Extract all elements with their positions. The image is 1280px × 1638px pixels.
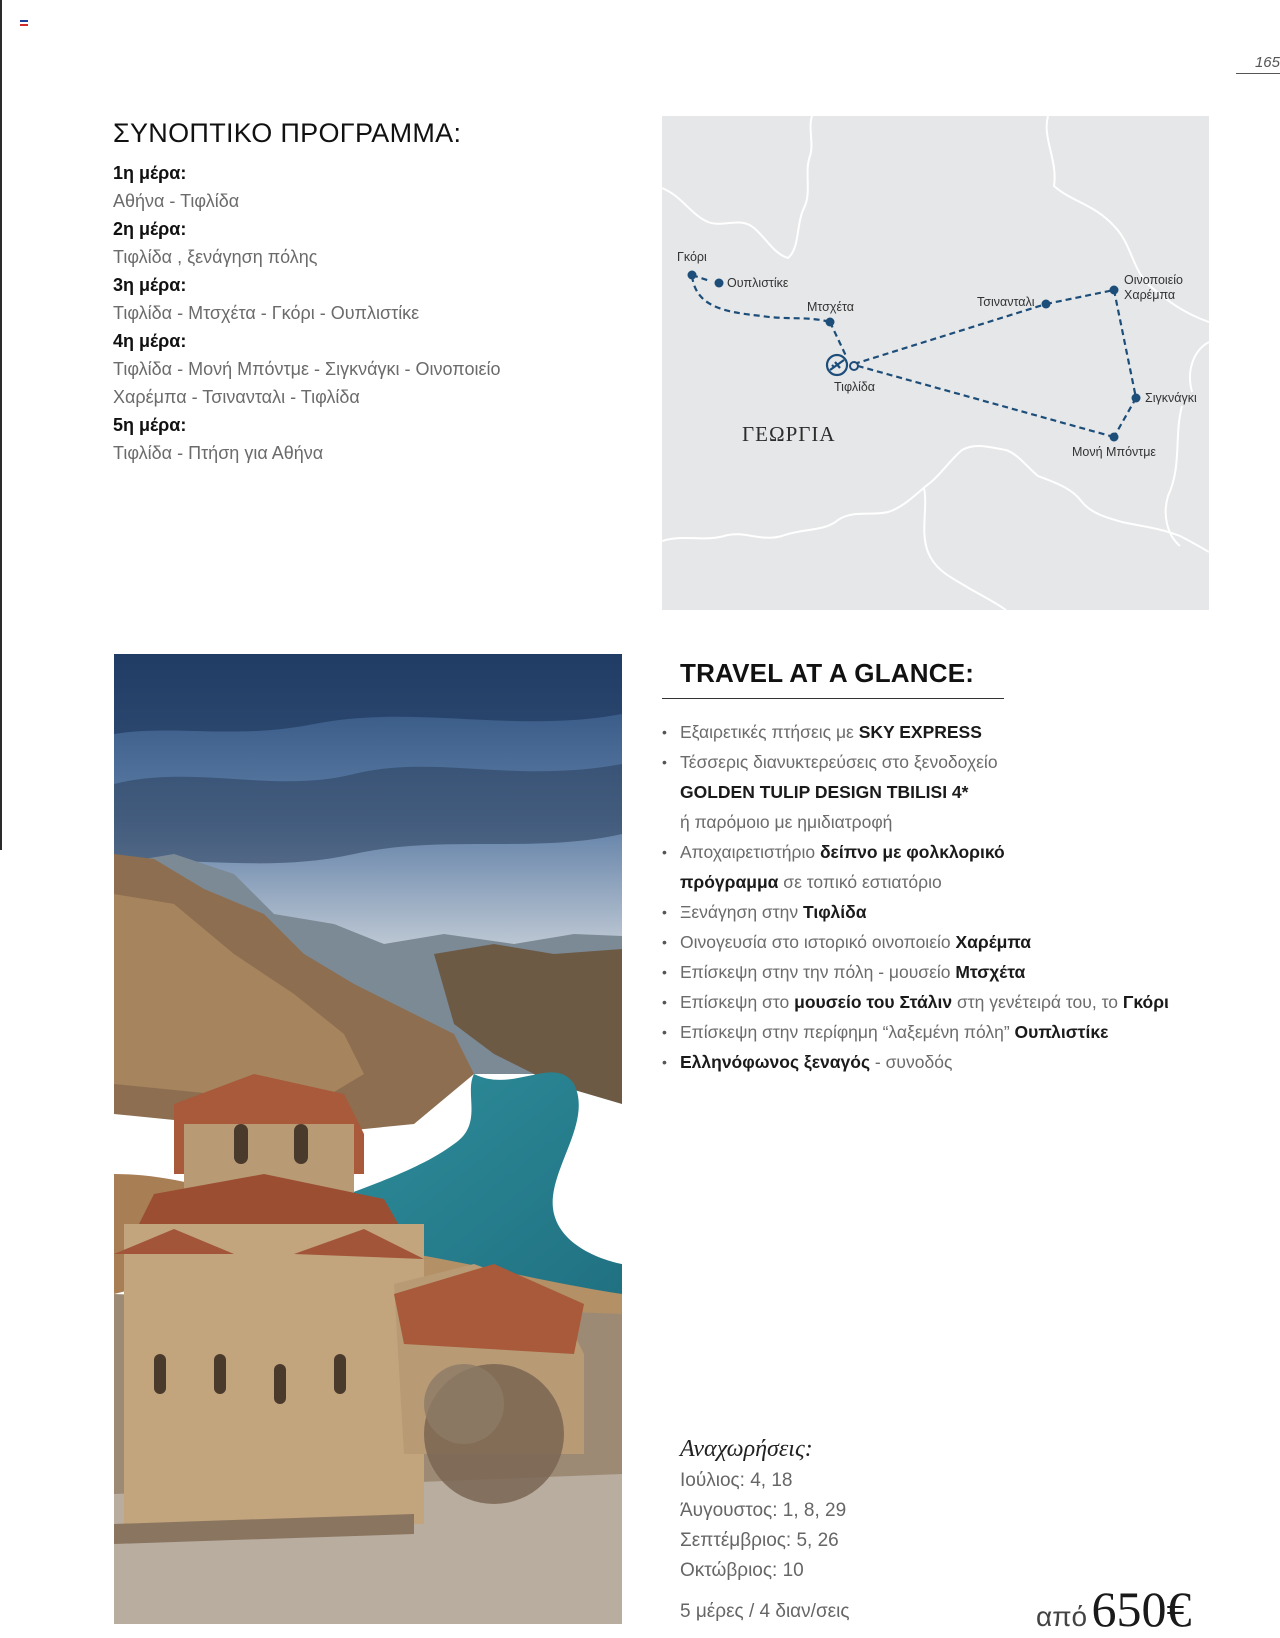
program-title: ΣΥΝΟΠΤΙΚΟ ΠΡΟΓΡΑΜΜΑ: xyxy=(113,118,462,148)
stop-tsinandali xyxy=(1042,300,1051,309)
monastery-photo xyxy=(114,654,622,1624)
day-text: Αθήνα - Τιφλίδα xyxy=(113,191,240,211)
glance-item-text: Οινογευσία στο ιστορικό οινοποιείο xyxy=(680,932,956,952)
glance-item xyxy=(662,777,1222,807)
departure-line: Σεπτέμβριος: 5, 26 xyxy=(680,1530,839,1551)
label-winery-1: Οινοποιείο xyxy=(1124,273,1184,287)
stop-uplistsikhe xyxy=(715,279,724,288)
departure-line: Ιούλιος: 4, 18 xyxy=(680,1470,793,1491)
label-mtskheta: Μτσχέτα xyxy=(807,300,855,314)
page-number-rule xyxy=(1236,73,1280,74)
price xyxy=(1036,1580,1192,1638)
stop-winery xyxy=(1110,286,1119,295)
glance-item xyxy=(662,1017,1222,1047)
glance-item-text: Επίσκεψη στην περίφημη “λαξεμένη πόλη” xyxy=(680,1022,1015,1042)
glance-item xyxy=(662,957,1222,987)
glance-item-text: Εξαιρετικές πτήσεις με xyxy=(680,722,859,742)
glance-item-text: Ξενάγηση στην xyxy=(680,902,803,922)
day-5 xyxy=(113,411,633,467)
day-label: 5η μέρα: xyxy=(113,415,187,435)
stop-gori xyxy=(688,271,697,280)
glance-item-highlight: GOLDEN TULIP DESIGN TBILISI 4* xyxy=(680,782,969,802)
price-prefix: από xyxy=(1036,1601,1088,1632)
day-text: Τιφλίδα - Μονή Μπόντμε - Σιγκνάγκι - Οινοποιείο xyxy=(113,359,501,379)
left-edge-rule xyxy=(0,0,2,850)
departure-line: Άυγουστος: 1, 8, 29 xyxy=(680,1500,847,1521)
day-label: 2η μέρα: xyxy=(113,219,187,239)
glance-item-highlight: Χαρέμπα xyxy=(955,932,1032,952)
price-amount: 650€ xyxy=(1091,1581,1192,1637)
photo-svg xyxy=(114,654,622,1624)
glance-title: TRAVEL AT A GLANCE: xyxy=(680,658,975,688)
glance-item-text: σε τοπικό εστιατόριο xyxy=(778,872,942,892)
glance-item-text: Επίσκεψη στην την πόλη - μουσείο xyxy=(680,962,956,982)
glance-item-highlight: Ουπλιστίκε xyxy=(1014,1022,1109,1042)
glance-item-text: Επίσκεψη στο xyxy=(680,992,795,1012)
flag-icon xyxy=(20,20,28,26)
route-map xyxy=(662,116,1209,610)
glance-item-highlight: Τιφλίδα xyxy=(802,902,867,922)
day-3 xyxy=(113,271,633,327)
label-tbilisi: Τιφλίδα xyxy=(834,380,876,394)
glance-item-text: ή παρόμοιο με ημιδιατροφή xyxy=(680,812,893,832)
page-number: 165 xyxy=(1254,54,1280,71)
glance-item-highlight: Ελληνόφωνος ξεναγός xyxy=(680,1052,871,1072)
glance-item xyxy=(662,807,1222,837)
glance-item-text: - συνοδός xyxy=(870,1052,953,1072)
departures xyxy=(680,1432,980,1586)
glance-item xyxy=(662,717,1222,747)
glance-item xyxy=(662,987,1222,1017)
glance-item-text: στη γενέτειρά του, το xyxy=(952,992,1123,1012)
label-tsinandali: Τσινανταλι xyxy=(977,295,1035,309)
label-gori: Γκόρι xyxy=(677,250,707,264)
glance-item xyxy=(662,747,1222,777)
glance-item xyxy=(662,1047,1222,1077)
day-text: Τιφλίδα , ξενάγηση πόλης xyxy=(113,247,318,267)
glance-item-highlight: πρόγραμμα xyxy=(680,872,779,892)
glance-item xyxy=(662,897,1222,927)
label-bodbe: Μονή Μπόντμε xyxy=(1072,445,1156,459)
glance-item-highlight: Γκόρι xyxy=(1122,992,1169,1012)
label-uplistsikhe: Ουπλιστίκε xyxy=(727,276,789,290)
glance-item-text: Αποχαιρετιστήριο xyxy=(680,842,820,862)
label-winery-2: Χαρέμπα xyxy=(1124,288,1176,302)
day-label: 3η μέρα: xyxy=(113,275,187,295)
label-sighnaghi: Σιγκνάγκι xyxy=(1145,391,1197,405)
stop-mtskheta xyxy=(826,318,835,327)
day-4 xyxy=(113,327,633,411)
trip-duration: 5 μέρες / 4 διαν/σεις xyxy=(680,1601,850,1622)
map-svg xyxy=(662,116,1209,610)
glance-item-highlight: μουσείο του Στάλιν xyxy=(794,992,953,1012)
glance-title-rule xyxy=(662,698,1004,699)
day-text: Χαρέμπα - Τσινανταλι - Τιφλίδα xyxy=(113,387,360,407)
day-text: Τιφλίδα - Μτσχέτα - Γκόρι - Ουπλιστίκε xyxy=(113,303,420,323)
map-land xyxy=(662,116,1209,610)
glance-item-text: Τέσσερις διανυκτερεύσεις στο ξενοδοχείο xyxy=(680,752,998,772)
glance-item-highlight: δείπνο με φολκλορικό xyxy=(819,842,1005,862)
stop-tbilisi xyxy=(850,362,858,370)
glance-item xyxy=(662,837,1222,867)
day-text: Τιφλίδα - Πτήση για Αθήνα xyxy=(113,443,324,463)
glance-item-highlight: SKY EXPRESS xyxy=(858,722,982,742)
glance-item-highlight: Μτσχέτα xyxy=(955,962,1026,982)
program-summary xyxy=(113,118,633,467)
stop-bodbe xyxy=(1110,433,1119,442)
departures-title: Αναχωρήσεις: xyxy=(680,1436,813,1462)
travel-at-a-glance xyxy=(662,654,1222,1077)
glance-item xyxy=(662,927,1222,957)
departure-line: Οκτώβριος: 10 xyxy=(680,1560,804,1581)
label-country: ΓΕΩΡΓΙΑ xyxy=(742,422,836,446)
glance-item xyxy=(662,867,1222,897)
day-label: 1η μέρα: xyxy=(113,163,187,183)
day-1 xyxy=(113,159,633,215)
stop-sighnaghi xyxy=(1132,394,1141,403)
day-2 xyxy=(113,215,633,271)
day-label: 4η μέρα: xyxy=(113,331,187,351)
glance-list xyxy=(662,717,1222,1077)
